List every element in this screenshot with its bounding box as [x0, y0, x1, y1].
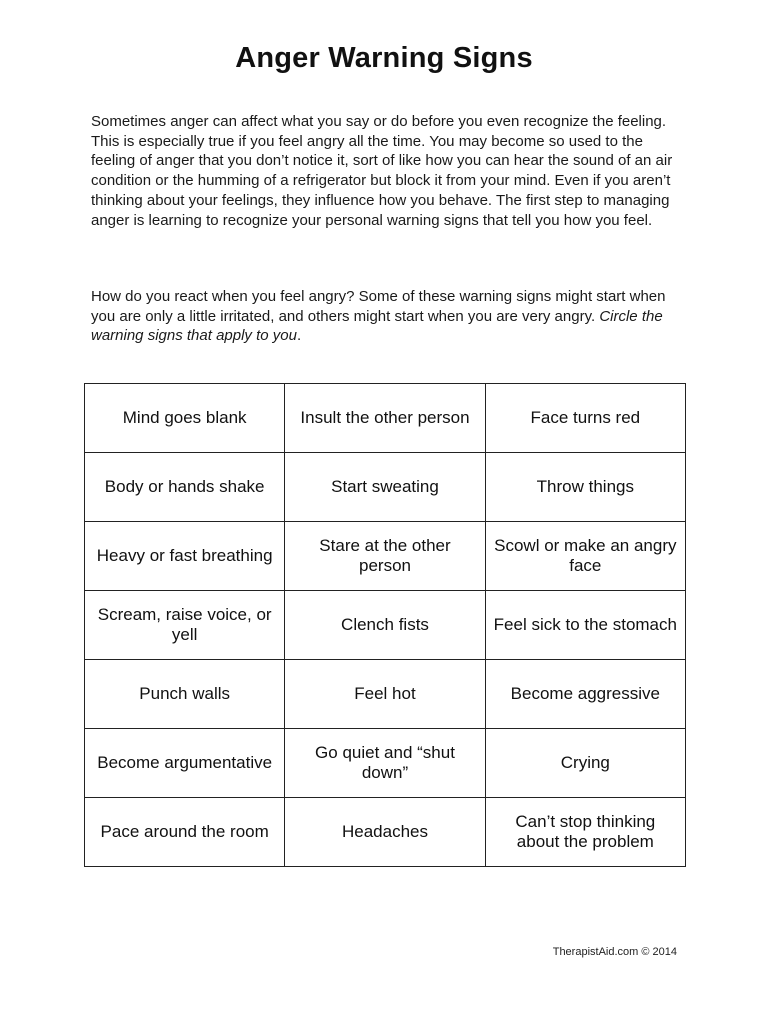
warning-sign-cell[interactable]: Scowl or make an angry face	[485, 522, 685, 591]
warning-sign-cell[interactable]: Go quiet and “shut down”	[285, 729, 485, 798]
warning-sign-cell[interactable]: Heavy or fast breathing	[85, 522, 285, 591]
warning-sign-cell[interactable]: Scream, raise voice, or yell	[85, 591, 285, 660]
warning-sign-cell[interactable]: Feel hot	[285, 660, 485, 729]
intro-paragraph: Sometimes anger can affect what you say or do before you even recognize the feeling. This is especially true if you feel angry all the time. You may become so used to the feeling of anger that you don’t notice it, sort of like how you can hear the sound of an air condition or the humming of a refrigerator but block it from your mind. Even if you aren’t thinking about your feelings, they influence how you behave. The first step to managing anger is learning to recognize your personal warning signs that tell you how you feel.	[91, 113, 673, 229]
instruction-paragraph	[91, 287, 691, 346]
table-row	[85, 453, 686, 522]
warning-sign-cell[interactable]: Headaches	[285, 798, 485, 867]
warning-sign-cell[interactable]: Mind goes blank	[85, 384, 285, 453]
warning-sign-cell[interactable]: Become argumentative	[85, 729, 285, 798]
warning-sign-cell[interactable]: Throw things	[485, 453, 685, 522]
warning-sign-cell[interactable]: Insult the other person	[285, 384, 485, 453]
warning-sign-cell[interactable]: Start sweating	[285, 453, 485, 522]
warning-sign-cell[interactable]: Pace around the room	[85, 798, 285, 867]
table-row	[85, 384, 686, 453]
warning-sign-cell[interactable]: Can’t stop thinking about the problem	[485, 798, 685, 867]
warning-sign-cell[interactable]: Punch walls	[85, 660, 285, 729]
warning-sign-cell[interactable]: Become aggressive	[485, 660, 685, 729]
table-row	[85, 798, 686, 867]
warning-sign-cell[interactable]: Stare at the other person	[285, 522, 485, 591]
page-title: Anger Warning Signs	[235, 42, 533, 74]
table-row	[85, 591, 686, 660]
instruction-text: How do you react when you feel angry? Some of these warning signs might start when you are only a little irritated, and others might start when you are very angry.	[91, 288, 666, 325]
warning-sign-cell[interactable]: Face turns red	[485, 384, 685, 453]
warning-sign-cell[interactable]: Crying	[485, 729, 685, 798]
warning-sign-cell[interactable]: Feel sick to the stomach	[485, 591, 685, 660]
table-row	[85, 729, 686, 798]
copyright-footer: TherapistAid.com © 2014	[552, 946, 677, 958]
instruction-italic: Circle the warning signs that apply to you	[91, 307, 663, 345]
warning-sign-cell[interactable]: Body or hands shake	[85, 453, 285, 522]
table-row	[85, 660, 686, 729]
warning-signs-table	[84, 383, 686, 867]
warning-sign-cell[interactable]: Clench fists	[285, 591, 485, 660]
table-row	[85, 522, 686, 591]
instruction-period: .	[296, 327, 302, 345]
